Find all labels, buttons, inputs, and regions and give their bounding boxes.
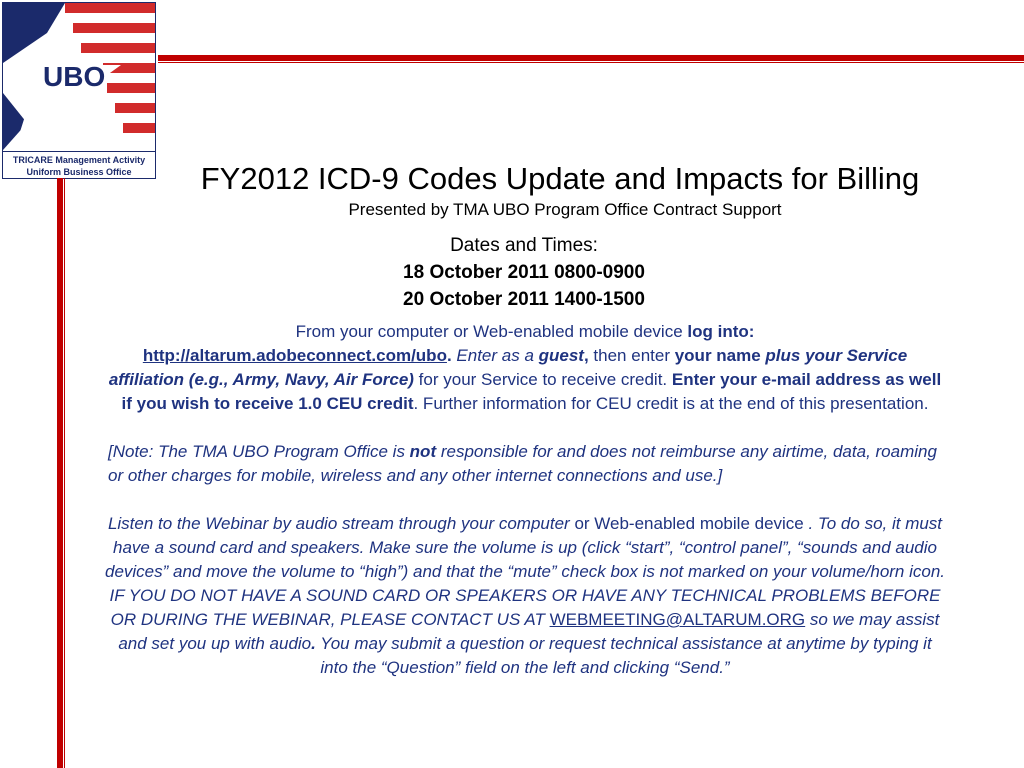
login-guest: guest [538,346,584,365]
logo-caption [3,151,155,178]
login-intro: From your computer or Web-enabled mobile device [295,322,688,341]
ubo-logo [2,2,156,179]
left-red-rule-thin [64,178,65,768]
login-instructions [104,320,946,416]
dates-block [300,232,748,313]
logo-ubo-text: UBO [43,61,106,92]
login-enter-email: Enter your e-mail address as well if you wish to receive 1.0 CEU credit [121,370,942,413]
slide-title: FY2012 ICD-9 Codes Update and Impacts for Billing [200,161,920,196]
login-further-info: . Further information for CEU credit is at the end of this presentation. [413,394,929,413]
login-service-affiliation: Service affiliation (e.g., Army, Navy, Air Force) [108,346,908,389]
slide-body [104,320,946,680]
note-not: not [409,442,437,461]
login-your-name: your name [674,346,766,365]
login-log-into: log into: [687,322,755,341]
support-email-link[interactable]: WEBMEETING@ALTARUM.ORG [549,610,806,629]
audio-text3: You may submit a question or request technical assistance at anytime by typing it into the “Question” field on the left and clicking “Send.” [315,634,932,677]
logo-caption-line2: Uniform Business Office [26,167,132,177]
date-2: 20 October 2011 1400-1500 [403,289,645,310]
note-after: responsible for and does not reimburse any airtime, data, roaming or other charges for mobile, wireless and any other internet connections and use.] [108,442,937,485]
left-red-rule [57,178,63,768]
audio-listen: Listen to the Webinar by audio stream through your computer [107,514,570,533]
audio-or-device: or Web-enabled mobile device [569,514,804,533]
top-red-rule-thin [158,62,1024,63]
login-then-enter: then enter [588,346,675,365]
slide-subtitle: Presented by TMA UBO Program Office Contract Support [348,200,782,219]
login-comma: , [583,346,589,365]
date-1: 18 October 2011 0800-0900 [403,262,645,283]
webinar-url-link[interactable]: http://altarum.adobeconnect.com/ubo [142,346,447,365]
dates-heading: Dates and Times: [450,235,598,256]
audio-instructions [104,512,946,680]
audio-text2: so we may assist and set you up with audio [118,610,940,653]
login-plus-your: plus your [765,346,842,365]
login-period: . [446,346,452,365]
logo-caption-line1: TRICARE Management Activity [12,155,146,165]
note-before: [Note: The TMA UBO Program Office is [108,442,410,461]
top-red-rule [158,55,1024,61]
login-enter-as: Enter as a [451,346,539,365]
audio-bold-period: . [311,634,316,653]
login-for-credit: for your Service to receive credit. [413,370,672,389]
audio-text1: . To do so, it must have a sound card and speakers. Make sure the volume is up (click “start”, “control panel”, “sounds and audio devices” and move the volume to “high”) and that the “mute” check box is not marked on your volume/horn icon. IF YOU DO NOT HAVE A SOUND CARD OR SPEAKERS OR HAVE ANY TECHNICAL PROBLEMS BEFORE OR DURING THE WEBINAR, PLEASE CONTACT US AT [104,514,946,629]
cost-note [104,440,946,488]
